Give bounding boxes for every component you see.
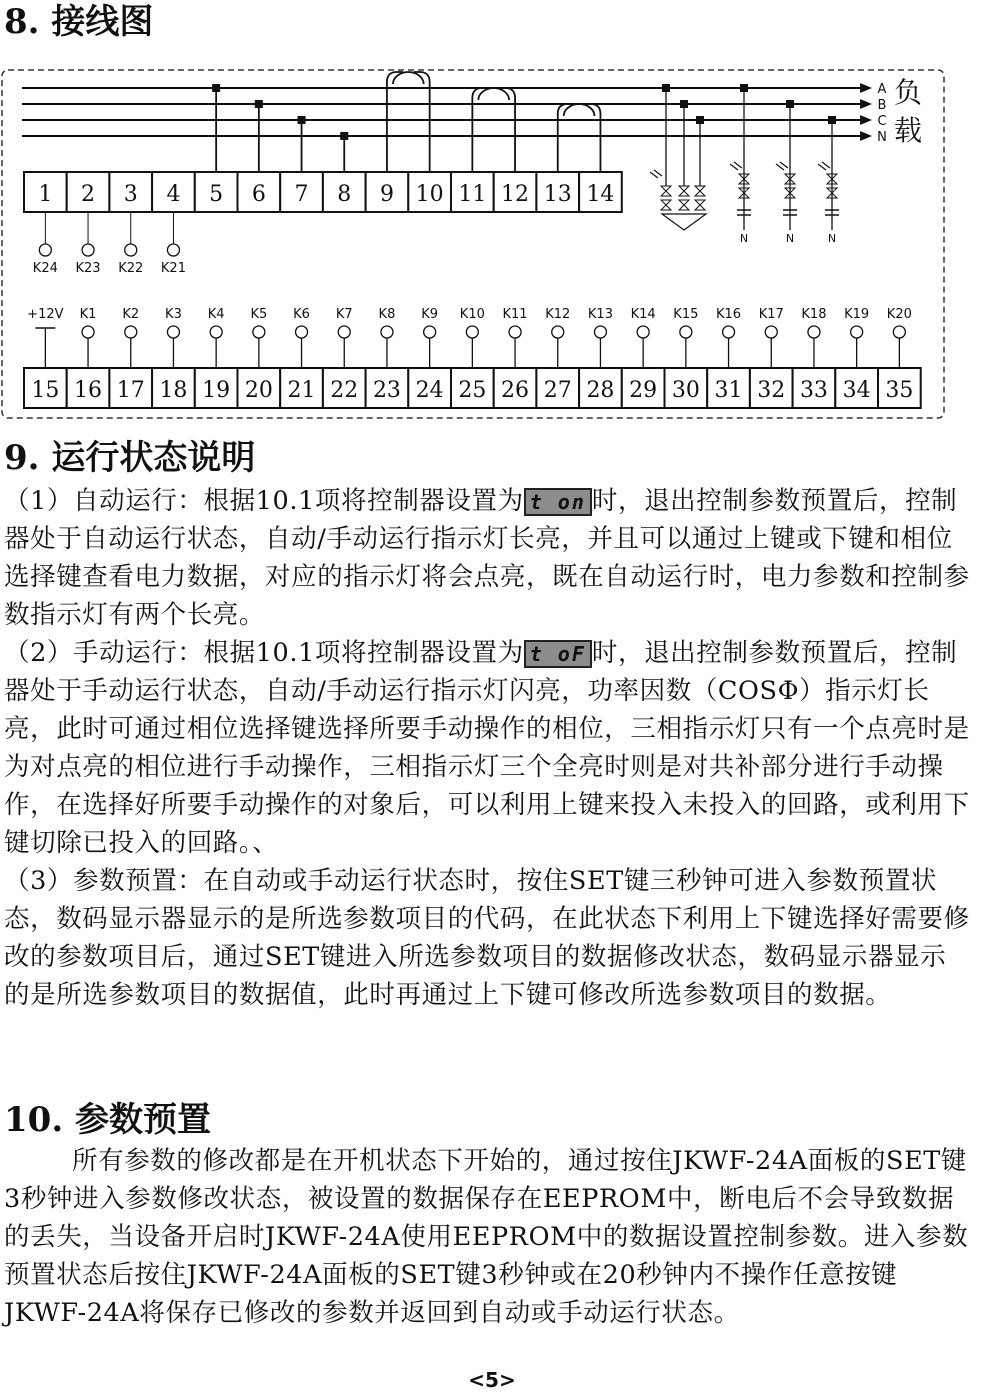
k-contact-icon: [39, 244, 51, 256]
led-arrow-icon: [650, 170, 662, 178]
k-contact-icon: [723, 326, 735, 338]
ct-loop: [472, 88, 515, 172]
k-contact-icon: [808, 326, 820, 338]
phase-label-a: A: [877, 82, 887, 97]
k-contact-icon: [167, 326, 179, 338]
output-label-k10: K10: [459, 307, 485, 322]
status-manual-paragraph: （2）手动运行：根据10.1项将控制器设置为 t oF 时，退出控制参数预置后，控制器处于手动运行状态，自动/手动运行指示灯闪亮，功率因数（COSΦ）指示灯长亮，此时可通过相位选择键选择所要手动操作的相位，三相指示灯只有一个点亮时是为对点亮的相位进行手动操作，三相指示灯三个全亮时则是对共补部分进行手动操作，在选择好所要手动操作的对象后，可以利用上键来投入未投入的回路，或利用下键切除已投入的回路。、: [4, 638, 970, 858]
k-contact-icon: [851, 326, 863, 338]
terminal-label-29: 29: [629, 378, 658, 403]
k-label-k21: K21: [160, 261, 186, 276]
status-section-title: 9. 运行状态说明: [4, 438, 256, 478]
terminal-label-23: 23: [372, 378, 401, 403]
k-contact-icon: [509, 326, 521, 338]
capacitor-banks: [650, 84, 839, 245]
output-label-k1: K1: [79, 307, 97, 322]
terminal-label-16: 16: [74, 378, 103, 403]
terminal-label-31: 31: [714, 378, 743, 403]
ct-coil-icon: [478, 88, 509, 100]
junction-dot-icon: [298, 116, 306, 124]
k-contact-icon: [167, 244, 179, 256]
wiring-section-title: 8. 接线图: [4, 2, 154, 42]
switch-icon: [679, 186, 689, 196]
k-label-k24: K24: [32, 261, 58, 276]
k-contact-icon: [637, 326, 649, 338]
k-contact-icon: [381, 326, 393, 338]
led-arrow-icon: [730, 162, 742, 170]
output-label-k15: K15: [673, 307, 699, 322]
terminal-label-14: 14: [586, 182, 615, 207]
terminal-label-34: 34: [842, 378, 871, 403]
load-label-2: 载: [893, 114, 923, 147]
k-contact-icon: [296, 326, 308, 338]
led-arrow-icon: [776, 162, 788, 170]
terminal-label-17: 17: [116, 378, 145, 403]
output-label-k20: K20: [886, 307, 912, 322]
switch-icon: [661, 200, 671, 210]
wiring-diagram: [0, 62, 984, 422]
output-label-k9: K9: [421, 307, 439, 322]
status-preset-paragraph: （3）参数预置：在自动或手动运行状态时，按住SET键三秒钟可进入参数预置状态，数码显示器显示的是所选参数项目的代码，在此状态下利用上下键选择好需要修改的参数项目后，通过SET键进入所选参数项目的数据修改状态，数码显示器显示的是所选参数项目的数据值，此时再通过上下键可修改所选参数项目的数据。: [4, 866, 970, 1010]
output-label-k5: K5: [250, 307, 268, 322]
k-contact-icon: [680, 326, 692, 338]
junction-dot-icon: [255, 100, 263, 108]
terminal-label-32: 32: [757, 378, 786, 403]
phase-label-n: N: [877, 130, 887, 145]
load-label-1: 负: [893, 76, 923, 109]
output-label-k16: K16: [716, 307, 742, 322]
terminal-label-18: 18: [159, 378, 188, 403]
lcd-t-of: t oF: [524, 640, 592, 668]
output-label-k7: K7: [335, 307, 353, 322]
phase-label-c: C: [877, 114, 887, 129]
ct-coil-icon: [564, 104, 595, 116]
output-label-k4: K4: [207, 307, 225, 322]
arrow-icon: [860, 83, 872, 93]
k-contact-icon: [210, 326, 222, 338]
output-label-k14: K14: [630, 307, 656, 322]
k-contact-icon: [893, 326, 905, 338]
terminal-label-22: 22: [330, 378, 359, 403]
k-contact-icon: [82, 326, 94, 338]
junction-dot-icon: [662, 84, 670, 92]
bottom-terminal-block: [24, 307, 921, 408]
junction-dot-icon: [340, 132, 348, 140]
k-contact-icon: [466, 326, 478, 338]
output-label-k12: K12: [545, 307, 571, 322]
page-number: <5>: [468, 1368, 516, 1392]
output-label-k13: K13: [587, 307, 613, 322]
k-contact-icon: [424, 326, 436, 338]
output-label-k2: K2: [122, 307, 140, 322]
output-label-k6: K6: [293, 307, 310, 322]
output-label-k18: K18: [801, 307, 827, 322]
junction-dot-icon: [680, 100, 688, 108]
k-contact-icon: [765, 326, 777, 338]
preset-description: [4, 1142, 970, 1332]
terminal-label-19: 19: [202, 378, 231, 403]
preset-paragraph: 所有参数的修改都是在开机状态下开始的，通过按住JKWF-24A面板的SET键3秒钟进入参数修改状态，被设置的数据保存在EEPROM中，断电后不会导致数据的丢失，当设备开启时JKWF-24A使用EEPROM中的数据设置控制参数。进入参数预置状态后按住JKWF-24A面板的SET键3秒钟或在20秒钟内不操作任意按键JKWF-24A将保存已修改的参数并返回到自动或手动运行状态。: [4, 1146, 969, 1328]
lcd-t-on: t on: [524, 488, 592, 516]
terminal-label-9: 9: [379, 182, 394, 207]
output-label-plus12v: +12V: [27, 307, 64, 322]
terminal-label-7: 7: [294, 182, 309, 207]
switch-icon: [695, 186, 705, 196]
terminal-label-11: 11: [458, 182, 487, 207]
junction-dot-icon: [696, 116, 704, 124]
output-label-k19: K19: [844, 307, 870, 322]
terminal-label-1: 1: [38, 182, 53, 207]
terminal-label-10: 10: [415, 182, 444, 207]
terminal-label-4: 4: [166, 182, 181, 207]
arrow-icon: [860, 131, 872, 141]
delta-capacitor-icon: [662, 214, 706, 230]
k-contact-icon: [338, 326, 350, 338]
output-label-k17: K17: [758, 307, 784, 322]
terminal-label-21: 21: [287, 378, 316, 403]
top-terminal-block: [24, 172, 622, 276]
terminal-label-26: 26: [501, 378, 530, 403]
led-arrow-icon: [818, 162, 830, 170]
arrow-icon: [860, 115, 872, 125]
status-auto-paragraph: （1）自动运行：根据10.1项将控制器设置为 t on 时，退出控制参数预置后，控制器处于自动运行状态，自动/手动运行指示灯长亮，并且可以通过上键或下键和相位选择键查看电力数据，对应的指示灯将会点亮，既在自动运行时，电力参数和控制参数指示灯有两个长亮。: [4, 486, 970, 630]
junction-dot-icon: [786, 100, 794, 108]
terminal-label-27: 27: [543, 378, 572, 403]
output-label-k8: K8: [378, 307, 396, 322]
neutral-label-1: N: [739, 232, 749, 245]
k-contact-icon: [253, 326, 265, 338]
terminal-label-33: 33: [799, 378, 828, 403]
junction-dot-icon: [828, 116, 836, 124]
terminal-label-8: 8: [337, 182, 352, 207]
preset-section-title: 10. 参数预置: [4, 1100, 211, 1140]
terminal-label-35: 35: [885, 378, 914, 403]
switch-icon: [679, 200, 689, 210]
terminal-label-6: 6: [251, 182, 266, 207]
status-description: [4, 482, 970, 1014]
terminal-label-5: 5: [209, 182, 224, 207]
terminal-label-2: 2: [81, 182, 96, 207]
terminal-label-3: 3: [123, 182, 138, 207]
output-label-k11: K11: [502, 307, 528, 322]
terminal-label-24: 24: [415, 378, 444, 403]
ct-coil-icon: [393, 72, 424, 84]
k-contact-icon: [594, 326, 606, 338]
terminal-label-12: 12: [501, 182, 530, 207]
arrow-icon: [860, 99, 872, 109]
k-contact-icon: [125, 326, 137, 338]
k-contact-icon: [125, 244, 137, 256]
phase-label-b: B: [877, 98, 887, 113]
terminal-label-13: 13: [543, 182, 572, 207]
switch-icon: [661, 186, 671, 196]
junction-dot-icon: [740, 84, 748, 92]
terminal-label-25: 25: [458, 378, 487, 403]
k-label-k22: K22: [118, 261, 144, 276]
switch-icon: [695, 200, 705, 210]
k-label-k23: K23: [75, 261, 101, 276]
terminal-label-20: 20: [244, 378, 273, 403]
junction-dot-icon: [212, 84, 220, 92]
k-contact-icon: [552, 326, 564, 338]
k-contact-icon: [82, 244, 94, 256]
terminal-label-28: 28: [586, 378, 615, 403]
output-label-k3: K3: [165, 307, 182, 322]
neutral-label-2: N: [785, 232, 795, 245]
terminal-label-30: 30: [671, 378, 700, 403]
terminal-label-15: 15: [31, 378, 60, 403]
neutral-label-3: N: [827, 232, 837, 245]
